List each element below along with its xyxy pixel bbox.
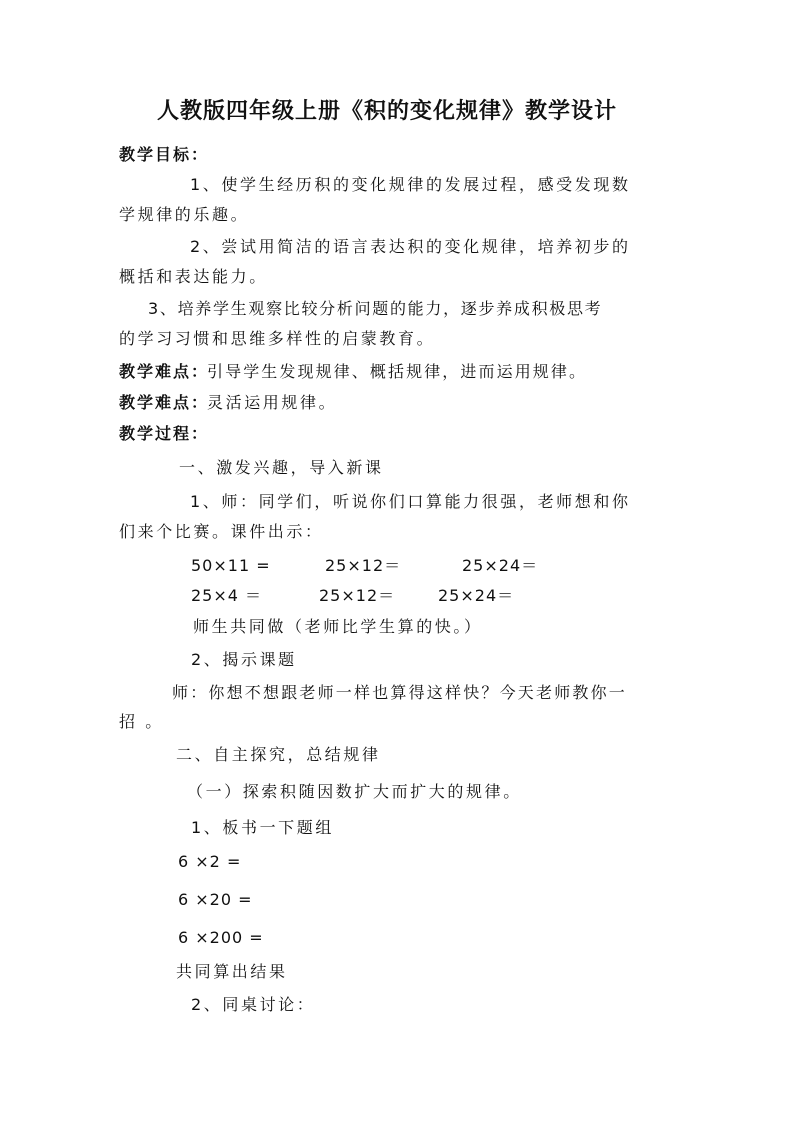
reveal-topic: 2、揭示课题 <box>191 650 297 669</box>
subsection-1-heading: （一）探索积随因数扩大而扩大的规律。 <box>187 782 522 801</box>
together-note: 师生共同做（老师比学生算的快。） <box>193 617 483 636</box>
equation-1: 6 ×2 = <box>178 852 242 871</box>
discussion-heading: 2、同桌讨论： <box>191 995 316 1014</box>
calc-together-note: 共同算出结果 <box>176 962 288 981</box>
calc-row-2-col-3: 25×24＝ <box>438 586 515 605</box>
section-2-heading: 二、自主探究，总结规律 <box>176 745 381 764</box>
goal-3-line-2: 的学习习惯和思维多样性的启蒙教育。 <box>119 329 436 348</box>
goal-1-line-1: 1、使学生经历积的变化规律的发展过程，感受发现数 <box>190 175 631 194</box>
teacher-line-2: 招 。 <box>119 712 164 731</box>
difficulty-text: 灵活运用规律。 <box>207 393 338 412</box>
section-1-line-2: 们来个比赛。课件出示： <box>119 522 324 541</box>
process-label: 教学过程： <box>119 424 210 443</box>
teacher-line-1: 师：你想不想跟老师一样也算得这样快？今天老师教你一 <box>172 683 628 702</box>
calc-row-2-col-2: 25×12＝ <box>319 586 396 605</box>
section-1-heading: 一、激发兴趣，导入新课 <box>179 458 384 477</box>
equation-3: 6 ×200 = <box>178 928 264 947</box>
goals-label: 教学目标： <box>119 145 210 164</box>
equation-2: 6 ×20 = <box>178 890 253 909</box>
key-point-text: 引导学生发现规律、概括规律，进而运用规律。 <box>207 362 588 381</box>
calc-row-1-col-1: 50×11 = <box>191 556 271 575</box>
document-title: 人教版四年级上册《积的变化规律》教学设计 <box>157 98 618 124</box>
calc-row-2-col-1: 25×4 ＝ <box>191 586 263 605</box>
calc-row-1-col-3: 25×24＝ <box>462 556 539 575</box>
key-point-label: 教学难点： <box>119 362 210 381</box>
calc-row-1-col-2: 25×12＝ <box>325 556 402 575</box>
goal-3-line-1: 3、培养学生观察比较分析问题的能力，逐步养成积极思考 <box>148 299 603 318</box>
goal-2-line-1: 2、尝试用简洁的语言表达积的变化规律，培养初步的 <box>190 237 631 256</box>
difficulty-label: 教学难点： <box>119 393 210 412</box>
board-note: 1、板书一下题组 <box>191 818 334 837</box>
goal-2-line-2: 概括和表达能力。 <box>119 267 268 286</box>
goal-1-line-2: 学规律的乐趣。 <box>119 205 250 224</box>
section-1-line-1: 1、师：同学们，听说你们口算能力很强，老师想和你 <box>190 492 631 511</box>
